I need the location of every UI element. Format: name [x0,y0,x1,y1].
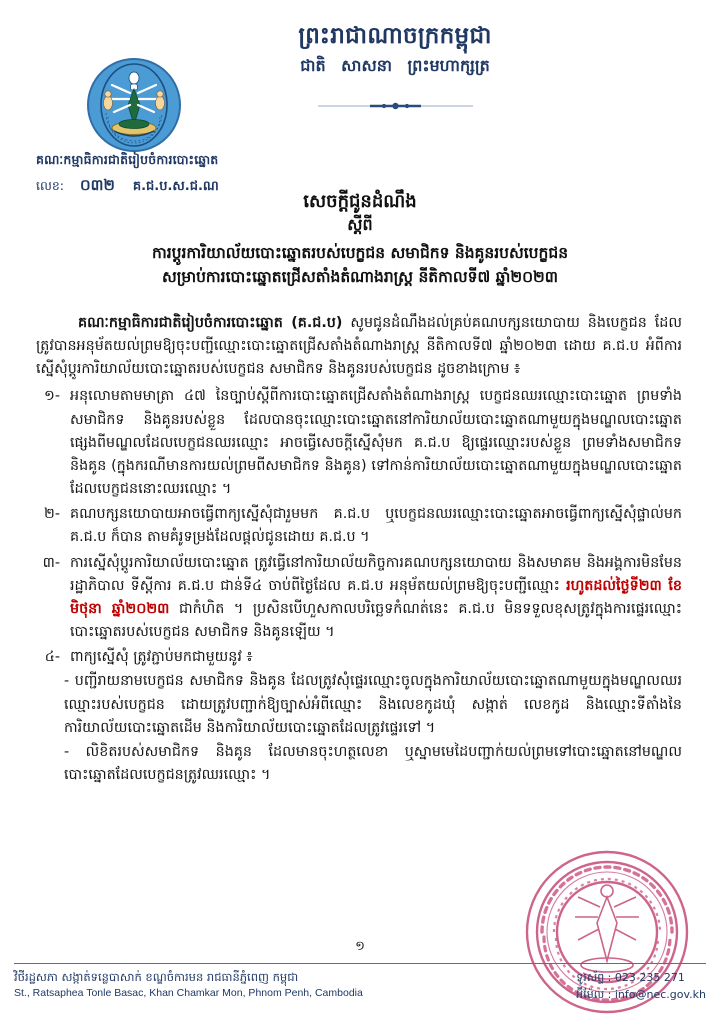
intro-paragraph [36,312,682,381]
document-number-value: ០៣២ [80,176,115,194]
nec-emblem-icon [84,55,184,155]
footer-address-khmer: វិថីរដ្ឋសភា សង្កាត់ទន្លេបាសាក់ ខណ្ឌចំការមន រាជធានីភ្នំពេញ កម្ពុជា [14,970,299,984]
list-item [36,646,682,669]
intro-bold-text: គណៈកម្មាធិការជាតិរៀបចំការបោះឆ្នោត (គ.ជ.ប) [78,315,343,331]
footer-address-block [14,969,363,1002]
list-item [36,503,682,549]
document-header [0,0,720,194]
item-number: ៤- [44,649,60,666]
sub-list-item [64,741,682,787]
deadline-date: រហូតដល់ថ្ងៃទី២៣ ខែមិថុនា ឆ្នាំ២០២៣ [70,577,682,617]
footer-phone: ទូរស័ព្ទ : 023 235 271 [576,971,685,984]
footer-contact-block [576,969,706,1003]
list-item [36,552,682,645]
item-text-after-deadline: ជាកំហិត ។ ប្រសិនបើហួសកាលបរិច្ឆេទកំណត់នេះ គ.ជ.ប មិនទទួលខុសត្រូវក្នុងការផ្ទេរឈ្មោះបោះឆ្នោតរបស់បេក្ខជន សមាជិកទ និងគូនឡើយ ។ [70,600,682,641]
ornamental-divider-icon [318,96,473,106]
organization-name: គណៈកម្មាធិការជាតិរៀបចំការបោះឆ្នោត [36,152,219,167]
item-number: ២- [44,506,60,523]
item-text: ពាក្យស្នើសុំ ត្រូវភ្ជាប់មកជាមួយនូវ ៖ [70,649,253,666]
list-item [36,385,682,501]
document-footer [0,969,720,1003]
footer-divider [14,963,706,964]
notice-title: សេចក្តីជូនដំណឹង [303,191,417,212]
subject-line-1: ការប្ដូរការិយាល័យបោះឆ្នោតរបស់បេក្ខជន សមាជិកទ និងគូនរបស់បេក្ខជន [151,243,569,262]
title-block [0,190,720,289]
kingdom-title: ព្រះរាជាណាចក្រកម្ពុជា [298,23,492,49]
intro-rest-text: សូមជូនដំណឹងដល់គ្រប់គណបក្សនយោបាយ និងបេក្ខជន ដែលត្រូវបានអនុម័តយល់ព្រមឱ្យចុះបញ្ជីឈ្មោះបោះឆ្នោតជ្រើសតាំងតំណាងរាស្ត្រ នីតិកាលទី៧ ឆ្នាំ២០២៣ ដោយ គ.ជ.ប អំពីការស្នើសុំប្ដូរការិយាល័យបោះឆ្នោតរបស់បេក្ខជន សមាជិកទ និងគូនរបស់បេក្ខជន ដូចខាងក្រោម ៖ [36,315,682,378]
item-number: ៣- [42,554,60,571]
sub-item-text: - លិខិតរបស់សមាជិកទ និងគូន ដែលមានចុះហត្ថលេខា ឬស្នាមមេដៃបញ្ជាក់យល់ព្រមទៅបោះឆ្នោតនៅមណ្ឌលបោះឆ្នោតដែលបេក្ខជនត្រូវឈរឈ្មោះ ។ [64,743,682,783]
notice-about-label: ស្តីពី [347,215,373,235]
page-number: ១ [355,939,365,954]
item-text-before-deadline: ការស្នើសុំប្ដូរការិយាល័យបោះឆ្នោត ត្រូវធ្វើនៅការិយាល័យកិច្ចការគណបក្សនយោបាយ និងសមាគម និងអង្គការមិនមែនរដ្ឋាភិបាល ទីស្តីការ គ.ជ.ប ជាន់ទី៤ ចាប់ពីថ្ងៃដែល គ.ជ.ប អនុម័តយល់ព្រមឱ្យចុះបញ្ជីឈ្មោះ [70,554,682,594]
footer-email: អ៊ីម៉ែល : info@nec.gov.kh [576,988,706,1002]
sub-item-text: - បញ្ជីរាយនាមបេក្ខជន សមាជិកទ និងគូន ដែលត្រូវសុំផ្ទេរឈ្មោះចូលក្នុងការិយាល័យបោះឆ្នោតណាមួយក្នុងមណ្ឌលឈរឈ្មោះរបស់បេក្ខជន ដោយត្រូវបញ្ជាក់ឱ្យច្បាស់អំពីឈ្មោះ និងលេខកូដឃុំ សង្កាត់ លេខកូដ និងឈ្មោះទីតាំងនៃការិយាល័យបោះឆ្នោតដើម និងការិយាល័យបោះឆ្នោតដែលត្រូវផ្ទេរទៅ ។ [64,673,682,736]
item-number: ១- [44,388,60,405]
footer-address-english: St., Ratsaphea Tonle Basac, Khan Chamkar Mon, Phnom Penh, Cambodia [14,987,363,1000]
subject-line-2: សម្រាប់ការបោះឆ្នោតជ្រើសតាំងតំណាងរាស្ត្រ នីតិកាលទី៧ ឆ្នាំ២០២៣ [161,267,559,286]
sub-list-item [64,670,682,739]
item-text: គណបក្សនយោបាយអាចធ្វើពាក្យស្នើសុំជារួមមក គ.ជ.ប ឬបេក្ខជនឈរឈ្មោះបោះឆ្នោតអាចធ្វើពាក្យស្នើសុំផ្ទាល់មក គ.ជ.ប ក៏បាន តាមគំរូទម្រង់ដែលផ្តល់ជូនដោយ គ.ជ.ប ។ [70,506,682,546]
item-text: អនុលោមតាមមាត្រា ៤៧ នៃច្បាប់ស្តីពីការបោះឆ្នោតជ្រើសតាំងតំណាងរាស្ត្រ បេក្ខជនឈរឈ្មោះបោះឆ្នោត ព្រមទាំងសមាជិកទ និងគូនរបស់ខ្លួន ដែលបានចុះឈ្មោះបោះឆ្នោតនៅការិយាល័យបោះឆ្នោតណាមួយក្នុងមណ្ឌលបោះឆ្នោតផ្សេងពីមណ្ឌលដែលបេក្ខជនឈរឈ្មោះ អាចធ្វើសេចក្តីស្នើសុំមក គ.ជ.ប ឱ្យផ្ទេរឈ្មោះរបស់ខ្លួន ព្រមទាំងសមាជិកទ និងគូន (ក្នុងករណីមានការយល់ព្រមពីសមាជិកទ និងគូន) ទៅកាន់ការិយាល័យបោះឆ្នោតណាមួយក្នុងមណ្ឌលបោះឆ្នោតដែលបេក្ខជននោះឈរឈ្មោះ ។ [70,388,682,498]
document-number-suffix: គ.ជ.ប.ស.ជ.ណ [132,179,219,194]
document-body [0,312,720,787]
item-text [70,552,682,645]
sub-list [36,670,682,787]
document-number-label: លេខ: [36,178,65,193]
kingdom-motto: ជាតិ សាសនា ព្រះមហាក្សត្រ [300,56,490,75]
